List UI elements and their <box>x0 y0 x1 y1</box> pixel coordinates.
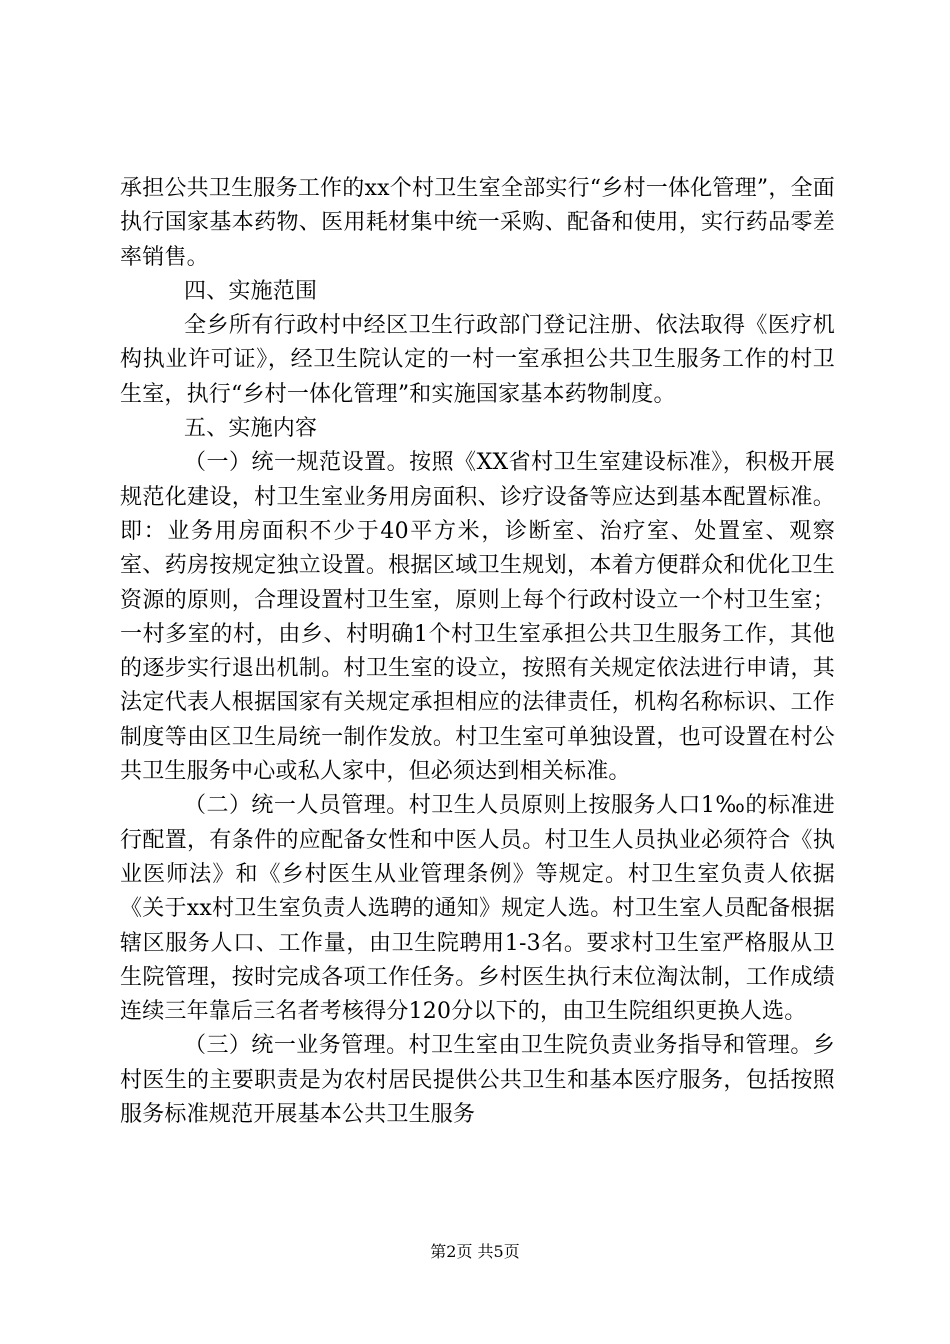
paragraph-continuation: 承担公共卫生服务工作的xx个村卫生室全部实行“乡村一体化管理”，全面执行国家基本药物、医用耗材集中统一采购、配备和使用，实行药品零差率销售。 <box>120 176 835 270</box>
paragraph-item-1: （一）统一规范设置。按照《XX省村卫生室建设标准》，积极开展规范化建设，村卫生室业务用房面积、诊疗设备等应达到基本配置标准。即：业务用房面积不少于40平方米，诊断室、治疗室、处置室、观察室、药房按规定独立设置。根据区域卫生规划，本着方便群众和优化卫生资源的原则，合理设置村卫生室，原则上每个行政村设立一个村卫生室；一村多室的村，由乡、村明确1个村卫生室承担公共卫生服务工作，其他的逐步实行退出机制。村卫生室的设立，按照有关规定依法进行申请，其法定代表人根据国家有关规定承担相应的法律责任，机构名称标识、工作制度等由区卫生局统一制作发放。村卫生室可单独设置，也可设置在村公共卫生服务中心或私人家中，但必须达到相关标准。 <box>120 450 835 785</box>
paragraph-item-3: （三）统一业务管理。村卫生室由卫生院负责业务指导和管理。乡村医生的主要职责是为农村居民提供公共卫生和基本医疗服务，包括按照服务标准规范开展基本公共卫生服务 <box>120 1033 835 1128</box>
paragraph-scope: 全乡所有行政村中经区卫生行政部门登记注册、依法取得《医疗机构执业许可证》，经卫生院认定的一村一室承担公共卫生服务工作的村卫生室，执行“乡村一体化管理”和实施国家基本药物制度。 <box>120 313 835 407</box>
section-heading-content: 五、实施内容 <box>184 416 318 442</box>
page-footer <box>0 1242 950 1262</box>
page-number-label: 第2页 共5页 <box>430 1242 520 1261</box>
paragraph-item-2: （二）统一人员管理。村卫生人员原则上按服务人口1‰的标准进行配置，有条件的应配备女性和中医人员。村卫生人员执业必须符合《执业医师法》和《乡村医生从业管理条例》等规定。村卫生室负责人依据《关于xx村卫生室负责人选聘的通知》规定人选。村卫生室人员配备根据辖区服务人口、工作量，由卫生院聘用1-3名。要求村卫生室严格服从卫生院管理，按时完成各项工作任务。乡村医生执行末位淘汰制，工作成绩连续三年靠后三名者考核得分120分以下的，由卫生院组织更换人选。 <box>120 793 835 1025</box>
section-heading-scope: 四、实施范围 <box>184 278 318 304</box>
document-body <box>120 172 835 1132</box>
